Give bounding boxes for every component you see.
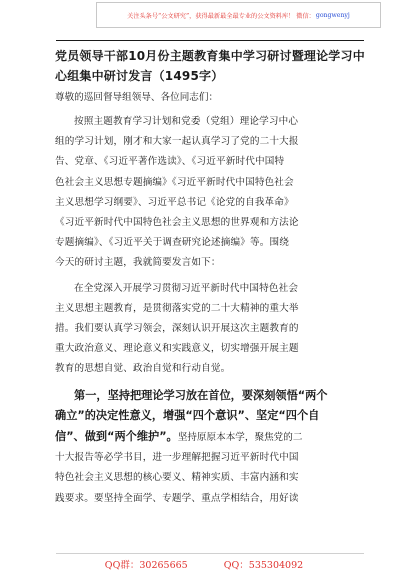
title-line: 心组集中研讨发言（1495字） (55, 68, 224, 83)
header-banner (96, 2, 381, 28)
paragraph-3-continued (55, 448, 367, 509)
paragraph-line: 主义思想学习纲要》、习近平总书记《论党的自我革命》 (55, 196, 294, 208)
paragraph-line: 教育的思想自觉、政治自觉和行动自觉。 (55, 363, 231, 375)
paragraph-1 (55, 112, 367, 274)
paragraph-line: 组的学习计划，刚才和大家一起认真学习了党的二十大报 (55, 136, 299, 148)
footer (0, 557, 408, 577)
document-body (55, 47, 367, 509)
paragraph-line: 今天的研讨主题，我就简要发言如下： (55, 257, 221, 269)
qq-group: QQ群：30265665 (104, 560, 188, 571)
paragraph-line: 色社会主义思想专题摘编》《习近平新时代中国特色社会 (55, 176, 294, 188)
paragraph-2 (55, 279, 367, 380)
paragraph-line: 告、党章、《习近平著作选读》、《习近平新时代中国特 (55, 156, 285, 168)
title-line: 党员领导干部10月份主题教育集中学习研讨暨理论学习中 (55, 49, 365, 63)
bold-heading-line: 第一，坚持把理论学习放在首位，要深刻领悟“两个 (74, 388, 328, 402)
paragraph-line: 十大报告等必学书目，进一步理解把握习近平新时代中国 (55, 452, 299, 464)
paragraph-line: 坚持原原本本学，聚焦党的二 (177, 431, 303, 443)
wechat-id: gongwenyj (315, 11, 350, 19)
footer-divider (56, 553, 364, 554)
bold-heading-line: 确立”的决定性意义，增强“四个意识”、坚定“四个自 (55, 409, 320, 423)
qq-number: QQ：535304092 (223, 560, 304, 571)
paragraph-line: 《习近平新时代中国特色社会主义思想的世界观和方法论 (55, 217, 299, 229)
paragraph-3 (55, 386, 367, 449)
header-divider (56, 40, 364, 41)
paragraph-line: 主义思想主题教育，是贯彻落实党的二十大精神的重大举 (55, 302, 299, 314)
paragraph-line: 在全党深入开展学习贯彻习近平新时代中国特色社会 (74, 282, 299, 294)
paragraph-line: 践要求。要坚持全面学、专题学、重点学相结合，用好读 (55, 492, 299, 504)
paragraph-line: 按照主题教育学习计划和党委（党组）理论学习中心 (74, 116, 299, 127)
bold-heading-line: 信”、做到“两个维护”。 (55, 429, 178, 443)
salutation: 尊敬的巡回督导组领导、各位同志们： (55, 92, 219, 103)
paragraph-line: 特色社会主义思想的核心要义、精神实质、丰富内涵和实 (55, 472, 299, 484)
paragraph-line: 措。我们要认真学习领会，深刻认识开展这次主题教育的 (55, 323, 299, 335)
paragraph-line: 重大政治意义、理论意义和实践意义，切实增强开展主题 (55, 343, 299, 355)
paragraph-line: 专题摘编》、《习近平关于调查研究论述摘编》等。围绕 (55, 237, 289, 249)
banner-text: 关注头条号“公文研究”，获得最新最全最专业的公文资料库！ 微信： (127, 12, 315, 20)
document-title (55, 47, 367, 86)
